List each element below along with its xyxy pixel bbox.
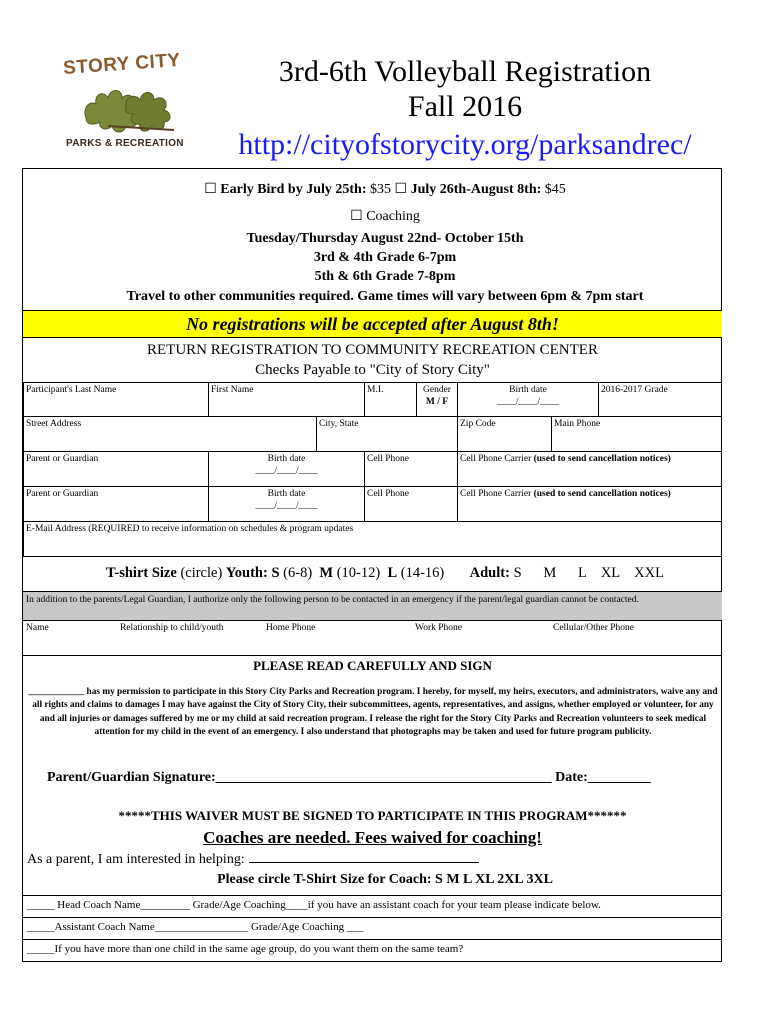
gender-options: M / F [425, 397, 449, 407]
adult-sizes[interactable]: S M L XL XXL [513, 565, 664, 581]
first-name-label: First Name [211, 385, 254, 395]
youth-size-l[interactable]: L [387, 565, 398, 581]
parent1-carrier-note: (used to send cancellation notices) [533, 454, 671, 464]
waiver-must-sign: *****THIS WAIVER MUST BE SIGNED TO PARTICIPATE IN THIS PROGRAM****** [118, 808, 627, 823]
tshirt-label: T-shirt Size [106, 565, 177, 581]
divider [23, 917, 722, 918]
schedule-dates: Tuesday/Thursday August 22nd- October 15th [246, 231, 524, 246]
parent2-carrier-note: (used to send cancellation notices) [533, 489, 671, 499]
tshirt-circle-note: (circle) [180, 565, 223, 581]
grade-label: 2016-2017 Grade [601, 385, 668, 395]
parent1-cell-field[interactable] [364, 451, 458, 487]
email-field[interactable] [23, 521, 722, 557]
emergency-relationship-label: Relationship to child/youth [120, 623, 224, 633]
parent1-name-field[interactable] [23, 451, 209, 487]
grade-field[interactable] [598, 382, 722, 417]
head-coach-row[interactable]: _____ Head Coach Name_________ Grade/Age Coaching____if you have an assistant coach for your team please indicate below. [27, 899, 601, 911]
gender-label: Gender [423, 385, 451, 395]
schedule-grade-34: 3rd & 4th Grade 6-7pm [313, 250, 457, 265]
parent-help-row [27, 851, 479, 868]
early-bird-checkbox[interactable]: ☐ [204, 182, 217, 197]
last-name-field[interactable] [23, 382, 209, 417]
page-title: 3rd-6th Volleyball Registration [278, 55, 652, 88]
parent2-carrier-label: Cell Phone Carrier [460, 489, 532, 499]
zip-code-field[interactable] [457, 416, 552, 452]
deadline-banner: No registrations will be accepted after August 8th! [23, 310, 722, 338]
youth-size-s[interactable]: S [271, 565, 280, 581]
youth-size-m[interactable]: M [319, 565, 334, 581]
parent1-carrier-label: Cell Phone Carrier [460, 454, 532, 464]
emergency-home-phone-label: Home Phone [266, 623, 316, 633]
email-label: E-Mail Address (REQUIRED to receive information on schedules & program updates [26, 524, 354, 534]
parent1-birth-blank: ____/____/____ [255, 466, 318, 476]
youth-size-l-range: (14-16) [400, 565, 445, 581]
coaching-option [0, 208, 770, 225]
parks-url-link[interactable]: http://cityofstorycity.org/parksandrec/ [238, 128, 692, 161]
coaching-label: Coaching [366, 209, 420, 224]
same-team-row[interactable]: _____If you have more than one child in the same age group, do you want them on the same team? [27, 943, 464, 955]
early-bird-label: Early Bird by July 25th: [220, 182, 367, 197]
return-instructions: RETURN REGISTRATION TO COMMUNITY RECREATION CENTER [147, 342, 598, 358]
emergency-cell-phone-label: Cellular/Other Phone [553, 623, 634, 633]
parent2-name-field[interactable] [23, 486, 209, 522]
early-bird-price: $35 [370, 182, 392, 197]
emergency-work-phone-label: Work Phone [415, 623, 462, 633]
late-fee-price: $45 [544, 182, 566, 197]
divider [23, 655, 722, 656]
checks-payable: Checks Payable to "City of Story City" [255, 362, 490, 378]
parent2-carrier-field[interactable] [457, 486, 722, 522]
assistant-coach-row[interactable]: _____Assistant Coach Name_________________ Grade/Age Coaching ___ [27, 921, 364, 933]
parent1-birth-field[interactable] [208, 451, 365, 487]
zip-label: Zip Code [460, 419, 496, 429]
parent1-birth-label: Birth date [267, 454, 306, 464]
tshirt-size-options [0, 565, 770, 582]
parent1-label: Parent or Guardian [26, 454, 99, 464]
parent-help-blank[interactable] [249, 851, 479, 863]
waiver-heading: PLEASE READ CAREFULLY AND SIGN [253, 658, 492, 673]
gender-field[interactable] [416, 382, 458, 417]
divider [23, 895, 722, 896]
late-fee-checkbox[interactable]: ☐ [394, 182, 408, 197]
street-address-field[interactable] [23, 416, 317, 452]
emergency-contact-notice: In addition to the parents/Legal Guardian, I authorize only the following person to be contacted in an emergency if the parent/legal guardian cannot be contacted. [23, 591, 722, 621]
coaching-checkbox[interactable]: ☐ [350, 209, 363, 224]
parent2-label: Parent or Guardian [26, 489, 99, 499]
travel-notice: Travel to other communities required. Game times will vary between 6pm & 7pm start [126, 289, 644, 304]
parent-help-label: As a parent, I am interested in helping: [27, 852, 245, 867]
logo-title: STORY CITY [62, 49, 182, 80]
mi-field[interactable] [364, 382, 417, 417]
oak-leaf-icon [78, 78, 178, 136]
first-name-field[interactable] [208, 382, 365, 417]
parent2-birth-blank: ____/____/____ [255, 501, 318, 511]
coaches-needed-heading: Coaches are needed. Fees waived for coaching! [203, 828, 542, 847]
parent2-cell-label: Cell Phone [367, 489, 409, 499]
parent2-birth-field[interactable] [208, 486, 365, 522]
youth-label: Youth: [225, 565, 268, 581]
youth-size-m-range: (10-12) [336, 565, 381, 581]
parent2-birth-label: Birth date [267, 489, 306, 499]
parent1-carrier-field[interactable] [457, 451, 722, 487]
page-subtitle: Fall 2016 [407, 90, 523, 123]
youth-size-s-range: (6-8) [283, 565, 313, 581]
city-state-label: City, State [319, 419, 359, 429]
birth-date-field[interactable] [457, 382, 599, 417]
birth-date-label: Birth date [509, 385, 547, 395]
city-state-field[interactable] [316, 416, 458, 452]
waiver-text: ____________ has my permission to participate in this Story City Parks and Recreation program. I hereby, for myself, my heirs, executors, and administrators, waive any and all rights and claims to damages I may have against the City of Story City, their subcommittees, agents, representatives, and assigns, whether employed or volunteer, for any and all injuries or damages suffered by me or my child at said recreation program. I release the right for the Story City Parks and Recreation volunteers to seek medical attention for my child in the event of an emergency. I also understand that photographs may be taken and used for future program publicity. [28, 687, 718, 738]
signature-line[interactable]: Parent/Guardian Signature:________________________________________________ Date:_________ [47, 770, 651, 785]
fee-options [0, 181, 770, 198]
coach-tshirt-sizes[interactable]: Please circle T-Shirt Size for Coach: S M L XL 2XL 3XL [217, 872, 553, 887]
late-fee-label: July 26th-August 8th: [410, 182, 542, 197]
logo-subtitle: PARKS & RECREATION [66, 138, 184, 149]
main-phone-field[interactable] [551, 416, 722, 452]
parent2-cell-field[interactable] [364, 486, 458, 522]
mi-label: M.I. [367, 385, 384, 395]
story-city-logo [62, 49, 192, 150]
divider [23, 939, 722, 940]
schedule-grade-56: 5th & 6th Grade 7-8pm [314, 269, 456, 284]
last-name-label: Participant's Last Name [26, 385, 117, 395]
birth-date-blank: ____/____/____ [496, 397, 560, 407]
parent1-cell-label: Cell Phone [367, 454, 409, 464]
main-phone-label: Main Phone [554, 419, 601, 429]
adult-label: Adult: [469, 565, 510, 581]
street-label: Street Address [26, 419, 82, 429]
emergency-name-label: Name [26, 623, 49, 633]
